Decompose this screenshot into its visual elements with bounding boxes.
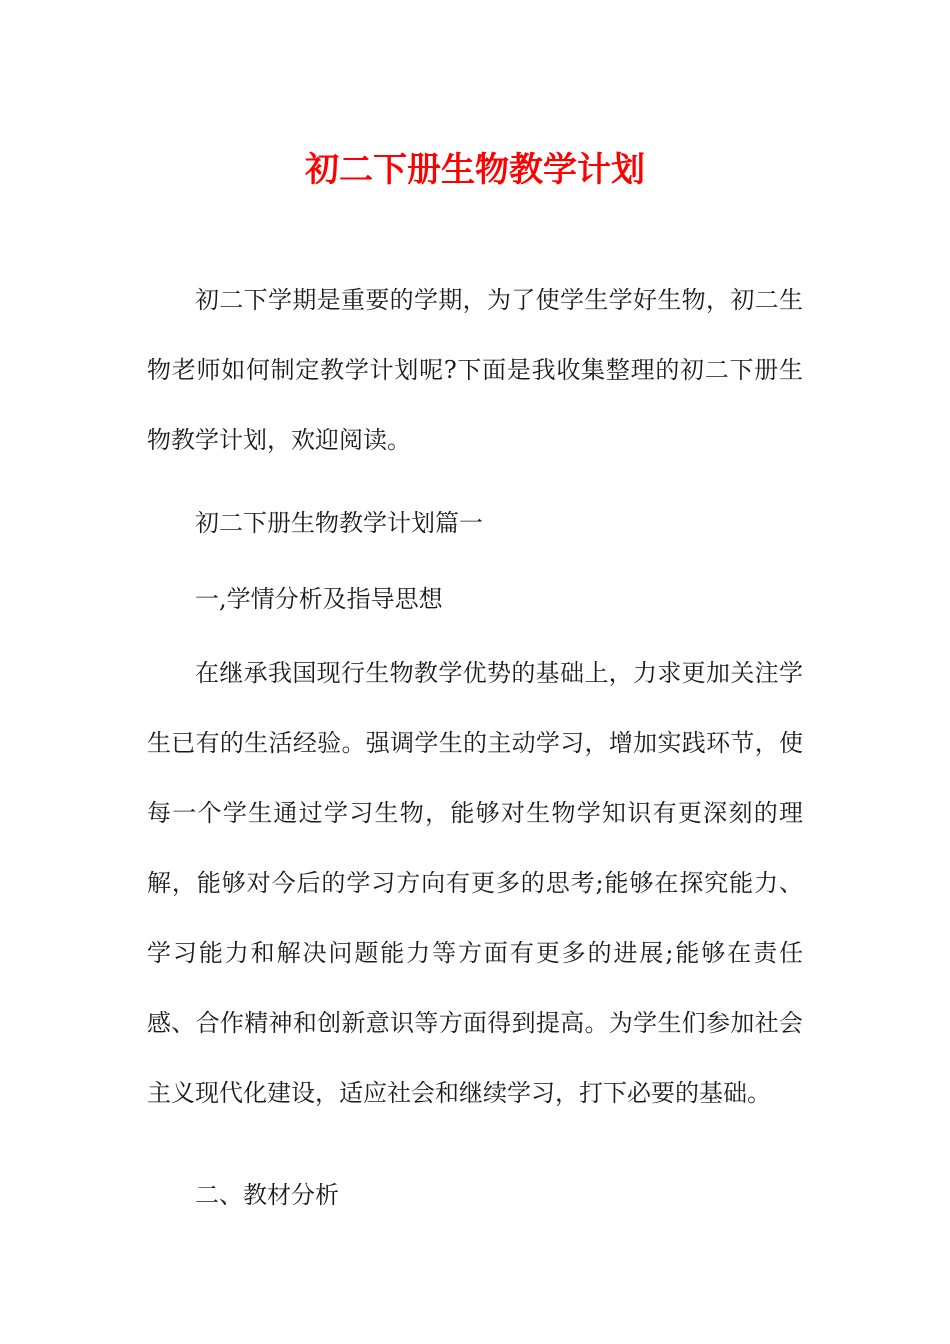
- subheading-textbook-analysis: 二、教材分析: [195, 1181, 339, 1209]
- subheading-learning-analysis: 一,学情分析及指导思想: [195, 585, 443, 613]
- body-paragraph-guiding-ideas: 在继承我国现行生物教学优势的基础上，力求更加关注学生已有的生活经验。强调学生的主动学习，增加实践环节，使每一个学生通过学习生物，能够对生物学知识有更深刻的理解，能够对今后的学习方向有更多的思考;能够在探究能力、学习能力和解决问题能力等方面有更多的进展;能够在责任感、合作精神和创新意识等方面得到提高。为学生们参加社会主义现代化建设，适应社会和继续学习，打下必要的基础。: [147, 659, 803, 1107]
- section-heading-part-one: 初二下册生物教学计划篇一: [195, 509, 483, 537]
- document-title: 初二下册生物教学计划: [305, 150, 645, 190]
- intro-paragraph: 初二下学期是重要的学期，为了使学生学好生物，初二生物老师如何制定教学计划呢?下面是我收集整理的初二下册生物教学计划，欢迎阅读。: [147, 286, 803, 454]
